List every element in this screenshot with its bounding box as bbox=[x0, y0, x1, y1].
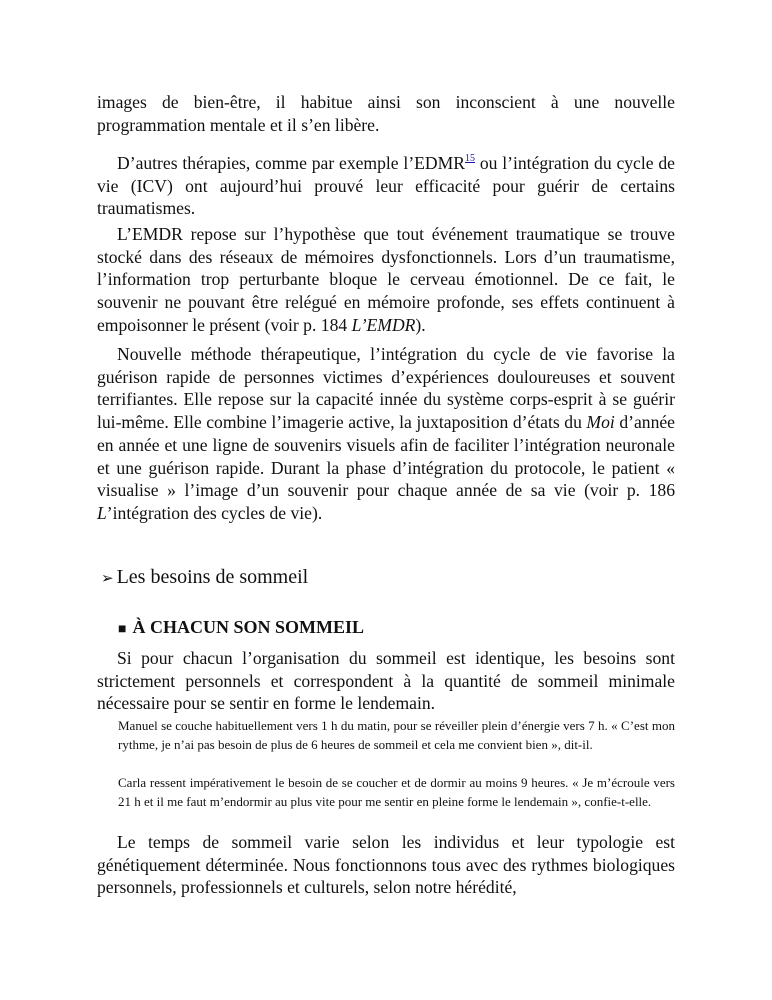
paragraph-icv-text-b: d’année en année et une ligne de souvenirs visuels afin de faciliter l’intégration neuronale et une guérison rapide. Durant la phase d’intégration du protocole, le patient « visualise » l’image d’un souvenir pour chaque année de sa vie (voir p. 186 bbox=[97, 412, 675, 501]
paragraph-intro-text: images de bien-être, il habitue ainsi son inconscient à une nouvelle programmation mentale et il s’en libère. bbox=[97, 92, 675, 135]
paragraph-emdr-text-b: ). bbox=[415, 314, 426, 335]
paragraph-icv-text-a: Nouvelle méthode thérapeutique, l’intégration du cycle de vie favorise la guérison rapide de personnes victimes d’expériences douloureuses et souvent terrifiantes. Elle repose sur la capacité innée du système corps-esprit à se guérir lui-même. Elle combine l’imagerie active, la juxtaposition d’états du bbox=[97, 344, 675, 433]
paragraph-emdr-text-a: L’EMDR repose sur l’hypothèse que tout événement traumatique se trouve stocké dans des réseaux de mémoires dysfonctionnels. Lors d’un traumatisme, l’information trop perturbante bloque le cerveau émotionnel. De ce fait, le souvenir ne pouvant être relégué en mémoire profonde, ses effets continuent à empoisonner le présent (voir p. 184 bbox=[97, 224, 675, 335]
section-heading bbox=[101, 566, 308, 589]
example-manuel bbox=[118, 717, 675, 754]
paragraph-therapies-text-a: D’autres thérapies, comme par exemple l’EDMR bbox=[117, 153, 466, 173]
example-manuel-text: Manuel se couche habituellement vers 1 h du matin, pour se réveiller plein d’énergie vers 7 h. « C’est mon rythme, je n’ai pas besoin de plus de 6 heures de sommeil et cela me convient bien », dit-il. bbox=[118, 718, 675, 752]
arrow-bullet-icon: ➢ bbox=[101, 571, 114, 587]
paragraph-sleep-time bbox=[97, 831, 675, 899]
section-heading-text: Les besoins de sommeil bbox=[116, 566, 309, 588]
example-carla-text: Carla ressent impérativement le besoin de se coucher et de dormir au moins 9 heures. « Je m’écroule vers 21 h et il me faut m’endormir au plus vite pour me sentir en pleine forme le lendemain », confie-t-elle. bbox=[118, 775, 675, 809]
footnote-link[interactable]: 15 bbox=[465, 153, 476, 164]
paragraph-emdr-italic: L’EMDR bbox=[351, 314, 416, 335]
paragraph-icv-italic-moi: Moi bbox=[586, 412, 615, 433]
paragraph-intro bbox=[97, 91, 675, 136]
paragraph-sleep-time-text: Le temps de sommeil varie selon les individus et leur typologie est génétiquement déterminée. Nous fonctionnons tous avec des rythmes biologiques personnels, professionnels et culturels, selon notre hérédité, bbox=[97, 832, 675, 898]
paragraph-emdr bbox=[97, 223, 675, 337]
subsection-heading bbox=[118, 617, 364, 638]
subsection-heading-text: À CHACUN SON SOMMEIL bbox=[132, 617, 364, 637]
paragraph-needs bbox=[97, 647, 675, 715]
paragraph-icv-italic-l: L bbox=[97, 502, 107, 523]
square-bullet-icon: ■ bbox=[118, 622, 127, 637]
paragraph-icv-text-c: ’intégration des cycles de vie). bbox=[106, 502, 323, 523]
paragraph-therapies-text-b: ou l’intégration du cycle de vie (ICV) ont aujourd’hui prouvé leur efficacité pour guérir de certains traumatismes. bbox=[97, 153, 675, 219]
example-carla bbox=[118, 774, 675, 811]
paragraph-needs-text: Si pour chacun l’organisation du sommeil est identique, les besoins sont strictement personnels et correspondent à la quantité de sommeil minimale nécessaire pour se sentir en forme le lendemain. bbox=[97, 648, 675, 714]
paragraph-therapies bbox=[97, 148, 675, 220]
paragraph-icv bbox=[97, 343, 675, 525]
